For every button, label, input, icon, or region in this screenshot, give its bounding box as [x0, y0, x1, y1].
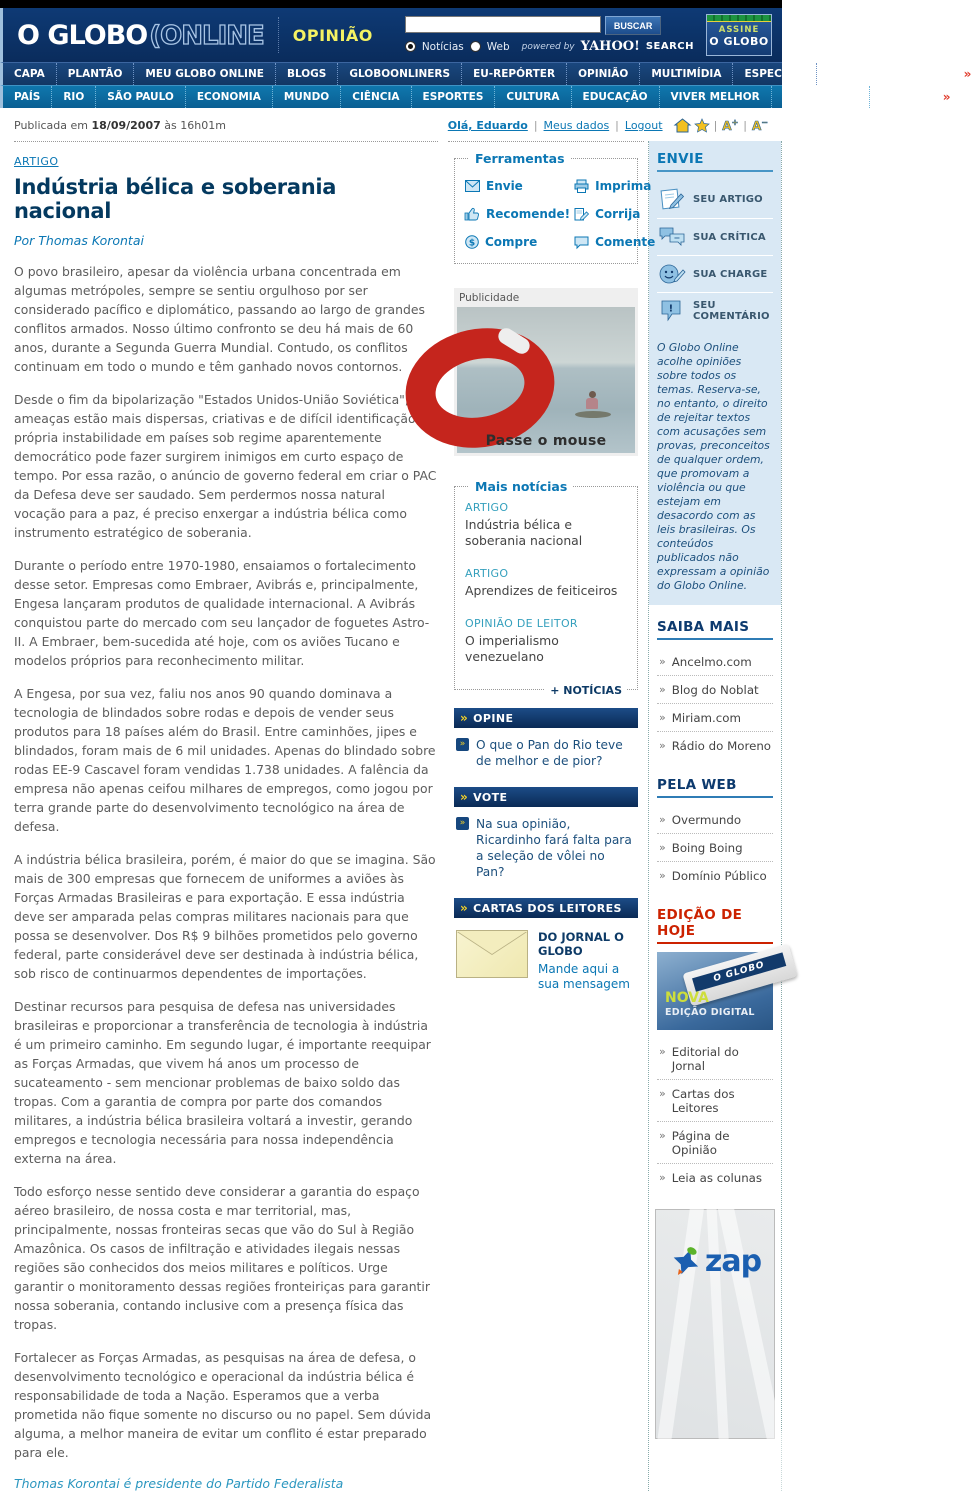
browser-top-strip [0, 0, 782, 8]
chevrons-icon: » [460, 711, 469, 725]
pipe: | [743, 119, 747, 132]
speech-bubble-icon [574, 236, 589, 249]
link-ancelmo[interactable]: » Ancelmo.com [657, 648, 773, 676]
nav-classificados[interactable]: CLASSIFICADOS ZAP [816, 63, 959, 85]
pela-web-title: PELA WEB [657, 777, 773, 798]
link-radio-moreno[interactable]: » Rádio do Moreno [659, 739, 772, 753]
chevrons-icon: » [460, 901, 469, 915]
article-pencil-icon [659, 187, 685, 211]
article-column [14, 141, 438, 1491]
search-input[interactable] [405, 16, 601, 33]
news-item[interactable] [465, 501, 627, 549]
chevrons-icon: » [460, 790, 469, 804]
link-editorial[interactable]: » Editorial do Jornal [657, 1038, 773, 1080]
comment-bubble-icon [659, 300, 685, 322]
bullet-icon: » [659, 1171, 666, 1184]
bullet-icon: » [659, 683, 666, 696]
article-category-link[interactable]: ARTIGO [14, 155, 59, 168]
cartas-source: DO JORNAL O GLOBO [538, 930, 624, 958]
article-paragraph: Durante o período entre 1970-1980, ensaiamos o fortalecimento desse setor. Empresas como Embraer, Avibrás e, principalmente, Engesa lançaram produtos de qualidade internacional. A Avibrás conquistou parte do mercado com seu lançador de foguetes Astro-II. A Embraer, bem-sucedida até hoje, com os aviões Tucano e modelos próprios para reconhecimento militar. [14, 558, 430, 668]
published-date: 18/09/2007 [91, 119, 161, 132]
pipe: | [533, 119, 538, 132]
edicao-digital-banner[interactable] [657, 952, 773, 1030]
primary-nav [0, 62, 972, 85]
envie-seu-comentario[interactable]: ! SEU COMENTÁRIO [657, 293, 773, 329]
nav-globoonliners[interactable]: GLOBOONLINERS [337, 63, 461, 85]
news-item-category: ARTIGO [465, 501, 509, 514]
nav-blogs[interactable]: BLOGS [275, 63, 337, 85]
tool-corrija[interactable]: Corrija [574, 207, 655, 221]
link-overmundo[interactable]: » Overmundo [657, 806, 773, 834]
bullet-icon: » [659, 655, 666, 668]
published-line: Publicada em 18/09/2007 às 16h01m [14, 119, 226, 132]
envie-panel [649, 141, 781, 605]
pipe: | [615, 119, 619, 132]
zap-logo [669, 1244, 761, 1279]
nav-opiniao[interactable]: OPINIÃO [566, 63, 639, 85]
big-envelope-icon[interactable] [456, 930, 528, 978]
zap-word: zap [704, 1244, 762, 1279]
pipe: | [713, 119, 718, 132]
font-decrease-icon[interactable]: A− [752, 118, 768, 133]
edit-page-icon [574, 207, 589, 221]
news-item-title: Indústria bélica e soberania nacional [465, 517, 583, 548]
nav-ciencia[interactable]: CIÊNCIA [340, 86, 410, 108]
cartas-link[interactable]: Mande aqui a sua mensagem [538, 962, 630, 991]
chevrons-square-icon: » [456, 817, 469, 830]
printer-icon [574, 180, 589, 193]
nav-rio[interactable]: RIO [51, 86, 95, 108]
powered-by-label: powered by [521, 41, 575, 52]
link-cartas-leitores[interactable]: » Cartas dos Leitores [657, 1080, 773, 1122]
tools-box [454, 151, 656, 264]
meus-dados-link[interactable]: Meus dados [543, 119, 610, 132]
article-paragraph: O povo brasileiro, apesar da violência urbana concentrada em algumas metrópoles, sempre se sentiu orgulhoso por ser considerado pacífico e diplomático, passando ao largo de grandes conflitos armados. Nosso último confronto se deu há mais de 60 anos, durante a Segunda Guerra Mundial. Contudo, os conflitos continuam em todo o mundo e têm ganhado novos contornos. [14, 264, 425, 374]
nav-viver-melhor[interactable]: VIVER MELHOR [659, 86, 771, 108]
nav-esportes[interactable]: ESPORTES [411, 86, 495, 108]
tool-compre[interactable]: $ Compre [465, 235, 570, 249]
tool-recomende[interactable]: Recomende! [465, 207, 570, 221]
assine-oglobo-button[interactable] [706, 14, 772, 56]
author-footnote: Thomas Korontai é presidente do Partido Federalista [14, 1476, 344, 1491]
section-title: OPINIÃO [292, 25, 373, 45]
meta-bar [0, 108, 782, 141]
cartas-block [456, 930, 636, 992]
chevrons-square-icon: » [456, 738, 469, 751]
nav-pais[interactable]: PAÍS [14, 91, 41, 103]
site-header [0, 8, 782, 62]
assine-green-strip [707, 15, 771, 22]
person-graphic [585, 391, 599, 411]
newspaper-brand: O GLOBO [692, 952, 786, 991]
news-item-category: OPINIÃO DE LEITOR [465, 617, 578, 630]
tool-imprima[interactable]: Imprima [574, 179, 655, 193]
banner-edicao-digital-label: EDIÇÃO DIGITAL [665, 1007, 755, 1018]
header-divider [278, 17, 279, 53]
link-pagina-opiniao[interactable]: » Página de Opinião [657, 1122, 773, 1164]
bullet-icon: » [659, 813, 666, 826]
envelope-icon [465, 180, 480, 192]
envie-seu-artigo[interactable]: SEU ARTIGO [657, 180, 773, 219]
link-noblat[interactable]: » Blog do Noblat [657, 676, 773, 704]
opine-question[interactable] [456, 737, 636, 769]
link-leia-colunas[interactable]: » Leia as colunas [659, 1171, 763, 1185]
opine-question-text: O que o Pan do Rio teve de melhor e de pior? [476, 738, 623, 768]
assine-line2: O GLOBO [709, 35, 769, 48]
radio-web-label: Web [486, 40, 510, 53]
radio-noticias-label: Notícias [421, 40, 464, 53]
radio-web[interactable] [470, 41, 481, 52]
edicao-hoje-title: EDIÇÃO DE HOJE [657, 907, 773, 944]
raft-graphic [575, 411, 611, 418]
pela-web-section [649, 763, 781, 893]
news-item-title: Aprendizes de feiticeiros [465, 583, 618, 598]
opine-header[interactable]: » OPINE [454, 708, 638, 728]
home-icon[interactable] [675, 119, 690, 132]
tool-comente[interactable]: Comente [574, 235, 655, 249]
radio-noticias[interactable] [405, 41, 416, 52]
envie-sua-critica[interactable]: − SUA CRÍTICA [657, 219, 773, 256]
news-item-title: O imperialismo venezuelano [465, 633, 559, 664]
smiley-pencil-icon [659, 263, 685, 285]
envie-sua-charge[interactable]: SUA CHARGE [657, 256, 773, 293]
vote-question-text: Na sua opinião, Ricardinho fará falta para a seleção de vôlei no Pan? [476, 817, 632, 879]
ad-block [454, 288, 638, 456]
edicao-hoje-section [649, 893, 781, 1195]
nav-tecnologia[interactable]: TECNOLOGIA [771, 86, 870, 108]
nav-especiais[interactable]: ESPECIAIS [732, 63, 816, 85]
news-item[interactable] [465, 617, 627, 665]
more-news-box [454, 479, 638, 697]
right-sidebar [648, 141, 782, 1491]
article-paragraph: A Engesa, por sua vez, faliu nos anos 90 quando dominava a tecnologia de blindados sobre rodas e depois de vender seus produtos para 18 países além do Brasil. Entre caminhões, jipes e blindados, foram mais de 6 mil unidades. Apenas do blindado sobre rodas EE-9 Cascavel foram vendidas 1.738 unidades. A falência da empresa não apenas ceifou milhares de empregos, como jogou por terra grande parte do desenvolvimento tecnológico na área de defesa. [14, 686, 436, 834]
news-item[interactable] [465, 567, 627, 599]
bullet-icon: » [659, 739, 666, 752]
nav-plantao[interactable]: PLANTÃO [56, 63, 134, 85]
article-byline: Por Thomas Korontai [14, 233, 144, 248]
yahoo-search-label: SEARCH [645, 41, 694, 52]
nav-mundo[interactable]: MUNDO [272, 86, 340, 108]
vote-question[interactable] [456, 816, 636, 880]
font-increase-icon[interactable]: A+ [722, 118, 739, 133]
oglobo-logo[interactable] [17, 20, 264, 51]
saiba-mais-section [649, 605, 781, 763]
link-boing-boing[interactable]: » Boing Boing [657, 834, 773, 862]
bullet-icon: » [659, 1087, 666, 1100]
banner-nova-label: NOVA [665, 990, 709, 1006]
zap-ad[interactable] [655, 1209, 775, 1439]
nav-scroll-arrow-icon[interactable]: » [963, 67, 972, 81]
article-paragraph: Todo esforço nesse sentido deve considerar a garantia do espaço aéreo brasileiro, de nossa costa e mar territorial, mas, principalmente, nossas fronteiras secas que vão do Sul à Região Amazônica. Os casos de infiltração e atividades ilegais nessas regiões são conhecidos dos meios militares e políticos. Urge garantir o monitoramento dessas regiões fronteiriças para garantir nossa soberania, contando inclusive com a presença física das tropas. [14, 1184, 430, 1332]
nav-viagem[interactable]: VIAGEM [869, 86, 938, 108]
article-paragraph: Fortalecer as Forças Armadas, as pesquisas na área de defesa, o desenvolvimento tecnológico e operacional da indústria bélica é responsabilidade de toda a Nação. Esperamos que a verba prometida não fique somente no discurso ou no papel. Sem dúvida alguma, a melhor maneira de evitar um conflito é estar preparado para ele. [14, 1350, 432, 1460]
article-paragraph: Destinar recursos para pesquisa de defesa nas universidades brasileiras e proporcionar a transferência de tecnologia à indústria é um primeiro caminho. Em segundo lugar, é importante reequipar as Forças Armadas, que vivem há anos um processo de sucateamento - sem mencionar problemas de baixo soldo das tropas. Com a garantia de compra por parte dos comandos militares, a indústria bélica brasileira voltará a investir, gerando empregos e tecnologia necessária para nossa independência externa na área. [14, 999, 431, 1166]
tools-box-title: Ferramentas [469, 151, 571, 166]
nav-economia[interactable]: ECONOMIA [185, 86, 272, 108]
dollar-icon [465, 235, 479, 249]
ad-caption: Passe o mouse [485, 433, 607, 449]
ad-image[interactable] [457, 307, 635, 453]
bullet-icon: » [659, 1129, 666, 1142]
nav-eu-reporter[interactable]: EU-REPÓRTER [461, 63, 566, 85]
yahoo-logo: YAHOO! [580, 39, 640, 54]
zap-star-icon [669, 1245, 703, 1279]
bullet-icon: » [659, 1045, 666, 1058]
nav-educacao[interactable]: EDUCAÇÃO [571, 86, 659, 108]
secondary-nav [0, 85, 951, 108]
opinion-disclaimer: O Globo Online acolhe opiniões sobre todos os temas. Reserva-se, no entanto, o direito de rejeitar textos com acusações sem provas, preconceitos de qualquer ordem, que promovam a violência ou que estejam em desacordo com as leis brasileiras. Os conteúdos publicados não expressam a opinião do Globo Online. [657, 341, 770, 592]
cartas-header[interactable]: » CARTAS DOS LEITORES [454, 898, 638, 918]
bullet-icon: » [659, 711, 666, 724]
article-title: Indústria bélica e soberania nacional [14, 175, 337, 223]
link-miriam[interactable]: » Miriam.com [657, 704, 773, 732]
greeting-link[interactable]: Olá, Eduardo [447, 119, 528, 132]
vote-header[interactable]: » VOTE [454, 787, 638, 807]
more-news-title: Mais notícias [469, 479, 573, 494]
news-item-category: ARTIGO [465, 567, 509, 580]
logo-text-oglobo: O GLOBO [17, 19, 148, 51]
saiba-mais-title: SAIBA MAIS [657, 619, 773, 640]
main-content [0, 141, 782, 1491]
nav-multimidia[interactable]: MULTIMÍDIA [639, 63, 732, 85]
nav-sao-paulo[interactable]: SÃO PAULO [95, 86, 185, 108]
nav2-scroll-arrow-icon[interactable]: » [942, 90, 951, 104]
logout-link[interactable]: Logout [624, 119, 663, 132]
nav-meu-globo[interactable]: MEU GLOBO ONLINE [133, 63, 275, 85]
link-dominio-publico[interactable]: » Domínio Público [659, 869, 767, 883]
logo-text-online: (ONLINE [149, 20, 264, 51]
thumb-up-icon [465, 207, 480, 221]
bullet-icon: » [659, 869, 666, 882]
nav-cultura[interactable]: CULTURA [494, 86, 570, 108]
speech-bubbles-icon [659, 226, 685, 248]
article-paragraph: A indústria bélica brasileira, porém, é maior do que se imagina. São mais de 300 empresas que fornecem de uniformes a aviões às Forças Armadas Brasileiras e para exportação. E essa indústria deve ser amparada pelas compras militares nacionais para que possa se desenvolver. Dos R$ 9 bilhões prometidos pelo governo federal, parte considerável deve ser destinada à indústria bélica, sob risco de continuarmos dependentes de importações. [14, 852, 436, 981]
favorite-star-icon[interactable] [695, 119, 709, 132]
bullet-icon: » [659, 841, 666, 854]
assine-line1: ASSINE [718, 25, 760, 35]
svg-text:−: − [673, 233, 681, 243]
nav-capa[interactable]: CAPA [14, 68, 45, 80]
envie-title: ENVIE [657, 151, 773, 172]
search-button[interactable]: BUSCAR [605, 16, 662, 35]
ad-label: Publicidade [459, 292, 520, 304]
svg-text:$: $ [468, 238, 476, 249]
middle-column [448, 141, 656, 1491]
svg-text:!: ! [668, 303, 674, 315]
more-news-link[interactable]: + NOTÍCIAS [545, 684, 627, 697]
tool-envie[interactable]: Envie [465, 179, 570, 193]
article-paragraph: Desde o fim da bipolarização "Estados Unidos-União Soviética", as ameaças estão mais dispersas, criativas e de difícil identificação. A própria instabilidade em países sob regime aparentemente democrático pode fazer surgirem inimigos em curto espaço de tempo. Por essa razão, o anúncio de governo federal em criar o PAC da Defesa deve ser saudado. Sem perdermos nossa natural vocação para a paz, é preciso enxergar a indústria bélica como instrumento estratégico de soberania. [14, 392, 437, 540]
search-area [405, 16, 694, 54]
